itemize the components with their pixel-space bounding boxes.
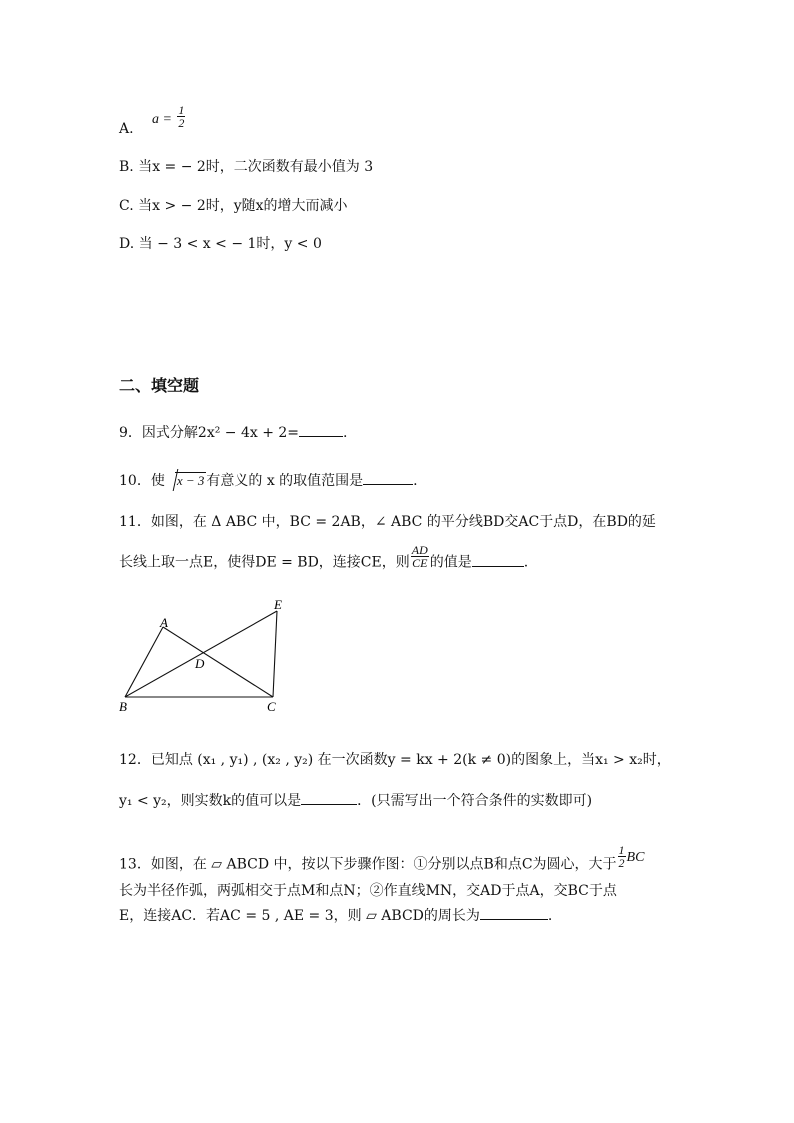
fraction-denominator: CE xyxy=(412,556,428,570)
q11-fraction xyxy=(411,544,429,569)
option-d: D. 当 − 3 < x < − 1时，y < 0 xyxy=(119,236,322,252)
q10-pre: 10．使 xyxy=(119,473,165,489)
q13-line1-pre: 13．如图，在 ▱ ABCD 中，按以下步骤作图：①分别以点B和点C为圆心，大于 xyxy=(119,856,617,873)
q13-line3-pre: E，连接AC．若AC = 5 , AE = 3，则 ▱ ABCD的周长为 xyxy=(119,908,480,924)
q13-fraction xyxy=(618,844,626,869)
q11-line2-post: 的值是 xyxy=(429,554,472,571)
q13-end: . xyxy=(547,908,553,924)
q11-end: . xyxy=(523,554,529,571)
label-A: A xyxy=(160,615,168,630)
figure-lines xyxy=(125,611,277,697)
fraction-denominator: 2 xyxy=(178,116,185,130)
q13-answer-blank[interactable] xyxy=(480,905,548,920)
q13-line1-post: BC xyxy=(626,849,645,865)
fraction-denominator: 2 xyxy=(618,856,625,870)
question-12-line2 xyxy=(119,790,592,811)
segment-AC xyxy=(163,627,273,697)
fraction-numerator: 1 xyxy=(618,843,625,857)
q9-text: 9．因式分解2x² − 4x + 2= xyxy=(119,425,300,441)
section-title: 二、填空题 xyxy=(119,376,200,395)
fraction-numerator: AD xyxy=(411,543,428,557)
option-c: C. 当x > − 2时，y随x的增大而减小 xyxy=(119,198,348,214)
q10-answer-blank[interactable] xyxy=(363,470,413,485)
fraction-numerator: 1 xyxy=(178,103,185,117)
option-a-prefix: A. xyxy=(119,120,134,137)
triangle-figure xyxy=(110,595,310,720)
question-11-line1: 11．如图，在 Δ ABC 中，BC = 2AB，∠ ABC 的平分线BD交AC于点D，在BD的延 xyxy=(119,514,656,530)
option-a xyxy=(119,103,186,137)
question-9 xyxy=(119,422,347,443)
option-b: B. 当x = − 2时，二次函数有最小值为 3 xyxy=(119,159,374,175)
q11-answer-blank[interactable] xyxy=(472,552,524,567)
question-13-line3 xyxy=(119,905,552,926)
q9-answer-blank[interactable] xyxy=(299,422,343,437)
q12-answer-blank[interactable] xyxy=(301,790,357,805)
q10-post: 有意义的 x 的取值范围是 xyxy=(206,473,364,489)
q12-line2: y₁ < y₂，则实数k的值可以是 xyxy=(119,793,302,809)
option-a-math: a = xyxy=(152,111,172,127)
q10-radicand: x − 3 xyxy=(176,473,205,488)
label-D: D xyxy=(195,656,205,671)
sqrt-symbol xyxy=(167,471,207,491)
segment-CE xyxy=(273,611,277,697)
q9-end: . xyxy=(343,425,348,441)
label-C: C xyxy=(267,699,276,714)
question-13-line1 xyxy=(119,843,645,877)
q10-end: . xyxy=(413,473,418,489)
q12-line2-post: ．(只需写出一个符合条件的实数即可) xyxy=(357,793,593,809)
question-13-line2: 长为半径作弧，两弧相交于点M和点N；②作直线MN，交AD于点A，交BC于点 xyxy=(119,883,617,899)
option-a-fraction xyxy=(177,104,185,129)
question-12-line1: 12．已知点 (x₁ , y₁) , (x₂ , y₂) 在一次函数y = kx + 2(k ≠ 0)的图象上，当x₁ > x₂时， xyxy=(119,752,671,768)
label-B: B xyxy=(119,699,127,714)
q11-line2-pre: 长线上取一点E，使得DE = BD，连接CE，则 xyxy=(119,554,410,571)
label-E: E xyxy=(274,597,282,612)
question-10 xyxy=(119,470,418,491)
question-11-line2 xyxy=(119,543,529,575)
